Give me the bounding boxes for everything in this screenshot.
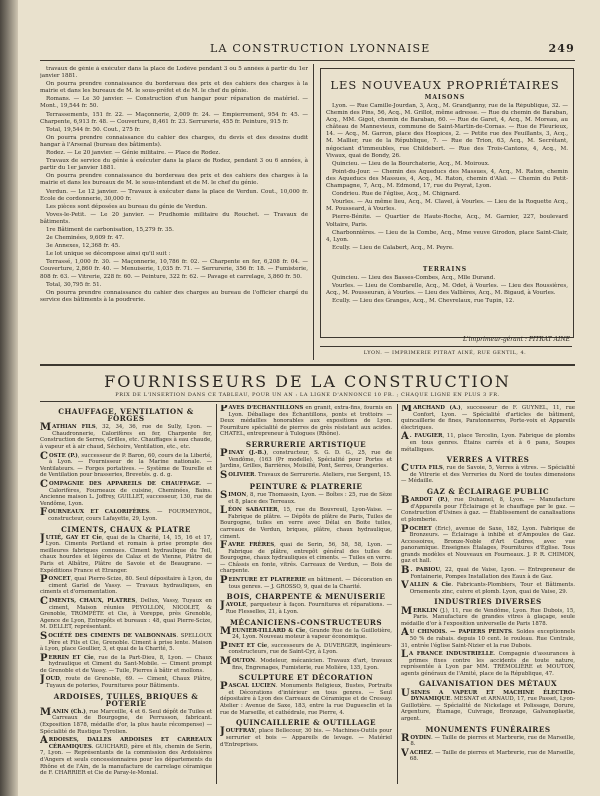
drop-cap: S [220,489,228,501]
tender-paragraph: 3e Annexes, 12,368 fr. 45. [46,243,121,250]
supplier-name: OUD [45,676,60,683]
suppliers-divider-1 [216,404,217,784]
supplier-description: en bâtiment. — Décoration en tous genres. — J. GROSSO, 9, quai de la Charité. [228,577,392,590]
drop-cap: P [220,681,228,693]
suppliers-pricing: PRIX DE L'INSERTION DANS CE TABLEAU, POUR UN AN : LA LIGNE D'ANNONCE 10 FR. ; CHAQUE LIGNE EN PLUS 3 FR. [115,392,500,398]
supplier-entry [401,465,575,485]
drop-cap: M [40,706,52,718]
supplier-entry [401,687,575,723]
header-rule [40,60,575,61]
supplier-description: , rue Duhamel, 8, Lyon. — Manufacture d'Appareils pour l'Éclairage et le chauffage par le gaz. — Construction d'Usines à gaz. — Établissement de canalisations et plomberie. [401,497,575,523]
supplier-name: OYDIN [410,734,431,741]
supplier-name: OUFFRAY [225,728,256,735]
drop-cap: P [401,523,409,535]
supplier-entry [401,405,575,431]
tenders-column [40,66,308,362]
drop-cap: M [401,405,413,414]
supplier-description: , successeurs de A. DUVERGER, ingénieurs-constructeurs, rue de Saint-Cyr, à Lyon. [228,642,392,656]
supplier-category-heading: SCULPTURE ET DÉCORATION [238,673,374,683]
maison-entry: Pierre-Bénite. — Quartier de Haute-Roche, Acq., M. Garnier, 227, boulevard Voltaire, Paris. [326,214,568,228]
supplier-name: INET ET Cie [228,642,268,649]
supplier-description: , 11, place Tercelin, Lyon. Fabrique de plombs en tous genres. Étains carrés et à 6 pans, Soupes métalliques. [401,433,575,453]
supplier-description: , rue de la Part-Dieu, 8, Lyon. — Chaux hydraulique et Ciment du Sant-Mobile. — Ciment prompt de Grenoble et de Vassy. — Tuile, Pierres à bâtir et mollons. [40,654,212,674]
supplier-entry [220,469,392,481]
drop-cap: C [401,463,409,475]
supplier-category-heading: VERRES A VITRES [446,455,530,465]
drop-cap: M [220,625,232,637]
drop-cap: B [401,495,410,507]
drop-cap: C [40,478,48,490]
maison-entry: Quincieu. — Lieu de la Bourchaterie, Acq., M. Moiroux. [332,160,490,167]
tender-paragraph: On pourra prendre connaissance du bordereau des prix et des cahiers des charges à la mairie et dans les bureaux de M. le sous-préfet et de M. le chef du génie. [40,81,308,95]
supplier-name: INAY (J.-B.) [228,450,267,457]
tender-paragraph: Travaux de service du génie à exécuter dans la place de Rodez, pendant 3 ou 6 années, à partir du 1er janvier 1881. [40,158,308,172]
terrains-heading: TERRAINS [422,266,468,273]
drop-cap: R [401,732,410,744]
supplier-name: . FAUGIER [409,433,443,440]
supplier-entry [220,542,392,575]
supplier-category-heading: CIMENTS, CHAUX & PLATRE [61,524,191,534]
supplier-entry [220,658,392,671]
drop-cap: S [220,469,228,481]
supplier-category-heading: BOIS, CHARPENTE & MENUISERIE [226,592,386,602]
tender-paragraph: Total, 19,544 fr. 50. Cout., 275 fr. [46,126,141,133]
supplier-name: OURNEAUX ET CALORIFÈRES [48,509,150,516]
drop-cap: F [220,540,228,552]
supplier-description: , route de Grenoble, 69. — Ciment, Chaux Plâtre, Tuyaux de poteries, Fournitures pour Bâtiments. [45,676,212,690]
supplier-category-heading: MONUMENTS FUNÉRAIRES [425,724,551,734]
supplier-category-heading: MÉCANICIENS-CONSTRUCTEURS [229,617,383,627]
supplier-entry [401,523,575,566]
tender-paragraph: On pourra prendre connaissance du cahier des charges, du devis et des dessins dudit hangar à l'Arsenal (bureau des bâtiments). [40,134,308,148]
supplier-description: (Eric), avenue de Saxe, 182, Lyon. Fabrique de Bronzeurs. — Éclairage à inhibé et d'Ampoules de Gaz. Accessoires, Bronze-Noble d'Art Cadres, avec vue panoramique. Enseignes Étalages, Fournitures d'Église. Tous grands modèles et Nouveaux en Fourneaux. J. P. R. CHIMON, gaz et hall. [401,525,575,565]
supplier-category-heading: INDUSTRIES DIVERSES [434,597,542,607]
tender-paragraph: On pourra prendre connaissance du cahier des charges au bureau de l'officier chargé du service des bâtiments à la poudrerie. [40,289,308,303]
suppliers-rule [40,401,575,402]
supplier-description: (J.), 11, rue de Vendôme, Lyon. Rue Dubois, 15, Paris. Manufacture de grandes vitres à glaçage, seule médaille d'or à l'exposition universelle de Paris 1878. [401,607,575,627]
supplier-entry [220,728,392,748]
drop-cap: M [401,605,413,617]
supplier-name: A FRANCE INDUSTRIELLE [409,651,494,658]
supplier-name: EUNIER-TILLARD & Cie [232,627,306,634]
supplier-entry [40,737,212,777]
tender-paragraph: Terrassé, 1,000 fr. 30. — Maçonnerie, 10,786 fr. 02. — Charpente en fer, 6,208 fr. 04. — Couverture, 2,860 fr. 40. — Menuiserie, 1,035 fr. 71. — Serrurerie, 356 fr. 18. — Fumisterie, 808 fr. 63. — Vitrerie, 228 fr. 60. — Peinture, 322 fr. 62. — Pavage et carrelage, 3,860 fr. 50. [40,259,308,280]
supplier-description: , constructeur, S. G. D. G., 25, rue de Vendôme, (163 (Pr modelle). Spécialité pour Portes et Jardins, Grilles, Barrières, Moisillé, Pont, Serres, Orangeries. [220,450,392,470]
supplier-description: . Modeleur, mécanicien. Travaux d'art, travaux fins, Engrenages, Fumisterie, rue Molière, 135, Lyon. [232,658,392,671]
section-rule [40,364,575,366]
supplier-entry [40,478,212,507]
supplier-name: OSTE (P.) [48,452,78,459]
tender-paragraph: Voves-le-Petit. — Le 20 janvier. — Prudhomie militaire du Rouchet. — Travaux de bâtiments. [40,211,308,225]
supplier-entry [40,509,212,522]
drop-cap: C [40,595,48,607]
supplier-entry [401,732,575,748]
drop-cap: P [220,448,228,460]
supplier-name: SINES A VAPEUR ET MACHINE ÉLECTRO-DYNAMIQUE [410,689,575,703]
drop-cap: B [401,565,410,577]
supplier-entry [401,651,575,677]
tender-paragraph: On pourra prendre connaissance du bordereau des prix et des cahiers des charges à la mairie et dans les bureaux de M. le sous-intendant et de M. le chef du génie. [40,173,308,187]
drop-cap: P [40,652,48,664]
supplier-description: , Grande Rue de la Guillotière, 24, Lyon. Nouveau moteur à vapeur économique. [232,627,392,641]
supplier-description: , parqueteur à façon. Fournitures et réparations. — Rue Flesselles, 21, à Lyon. [225,602,392,615]
supplier-description: . GUICHARD, père et fils, chemin de Serin, 7, Lyon. — Représentants de la commission des Ardoisières d'Angers et seuls concessionnaires pour les départements du Rhône et de l'Ain, de la manufacture de carrelage céramique de F. CHARRIER et Cie de Paray-le-Monial. [40,743,212,777]
tender-paragraph: Total, 30,795 fr. 51. [46,281,102,288]
suppliers-column-1 [40,405,212,785]
imprint-line: LYON. — IMPRIMERIE PITRAT AINÉ, RUE GENTIL, 4. [363,350,527,356]
supplier-name: . PABIOU [410,567,441,574]
supplier-name: ERRIN ET Cie [48,654,94,661]
maisons-list [326,103,568,265]
drop-cap: A [401,431,409,443]
supplier-name: RDOISES, DALLES ARDOISES ET CARREAUX CÉRAMIQUES [48,737,212,750]
supplier-name: OUTON [232,658,256,664]
supplier-name: ATHIAN FILS [52,424,96,431]
drop-cap: J [220,726,225,738]
supplier-name: UTTA FILS [409,465,443,472]
supplier-entry [220,625,392,641]
suppliers-title: FOURNISSEURS DE LA CONSTRUCTION [104,372,511,391]
supplier-category-heading: SERRURERIE ARTISTIQUE [245,439,367,449]
supplier-description: . — Taille de pierres et Marbrerie, rue de Marseille, 8. [410,734,575,748]
supplier-name: UTIÉ, GAY ET Cie [45,534,102,541]
supplier-description: en granit, extra-fins, fournis en Lyon. Déballage des Échantillons, ponts et trottoirs — Deux médailles honorables aux expositions de Lyon. Fourniture spécialité de pierres de grès résistant aux acides. CHATEL, entrepreneur à Tulogues (Rhône). [220,405,392,438]
supplier-entry [220,577,392,590]
owners-title: LES NOUVEAUX PROPRIÉTAIRES [330,78,560,92]
column-divider [313,64,314,360]
supplier-entry [401,605,575,628]
drop-cap: J [40,674,45,686]
supplier-name: ACHEZ [409,749,432,756]
supplier-name: ARDOT (P.) [410,497,448,504]
supplier-entry [220,507,392,540]
supplier-name: EINTURE ET PLATRERIE [228,577,306,584]
supplier-name: ÉON SABATIER [228,507,278,514]
supplier-description: , place Bellecour, 30 bis. — Machines-Outils pour serrurier et bois — Appareils de levage. — Matériel d'Entreprises. [220,728,392,748]
supplier-name: ONCET [48,576,71,583]
drop-cap: P [40,574,48,586]
supplier-entry [40,532,212,575]
supplier-entry [40,576,212,596]
supplier-description: , quai de la Charité, 14, 15, 16 et 17, Lyon. Ciments Portland et romain à prise prompte des meilleures fabriques connues. Ciment hydraulique du Teil, chaux hourdes et légères de Calaz et de Vienne, Plâtre de Paris et Albâtre, Plâtre de Savoie et de Beaugrane. — Expéditions France et Etranger. [40,534,212,574]
suppliers-divider-2 [397,404,398,784]
maison-entry: Vourles. — Au même lieu, Acq., M. Clavel, à Vourles. — Lieu de la Roquette Acq., M. Pousseard, à Vourles. [326,199,568,213]
drop-cap: L [220,505,228,517]
terrain-entry: Quincieu. — Lieu des Basses-Combes, Acq., Mlle Durand. [332,275,496,281]
supplier-description: , quai Pierre-Scize, 80. Seul dépositaire à Lyon, du ciment Gariel de Vassy. — Travaux hydrauliques, en ciments et d'ornementation. [40,576,212,596]
maison-entry: Charbonnières. — Lieu de la Combe, Acq., Mme veuve Girodon, place Saint-Clair, 4, Lyon. [326,229,568,243]
drop-cap: P [220,575,228,587]
supplier-name: AYOLE [225,602,247,609]
supplier-name: AVRE FRÈRES [228,542,275,549]
tender-paragraph: 1re Bâtiment de carbonisation, 15,279 fr. 35. [46,226,174,233]
drop-cap: V [401,747,409,759]
drop-cap: C [40,450,48,462]
tender-paragraph: Romans. — Le 30 janvier. — Construction d'un hangar pour réparation de matériel. — Mont., 19,544 fr. 50. [40,96,308,110]
supplier-category-heading: ARDOISES, TUILES, BRIQUES & POTERIE [53,691,199,708]
supplier-entry [220,602,392,615]
supplier-name: ALLIN & Cie [409,582,452,589]
terrain-entry: Vourles. — Lieu de Combarelle, Acq., M. Odet, à Vourles. — Lieu des Roussières, Acq., M. Pousseuran, à Vourles. — Lieu des Vallières, Acq., M. Bigaud, à Vourles. [326,283,568,297]
supplier-description: . Fabricants-Plombiers, Tour et Bâtiments. Ornements zinc, cuivre et plomb. Lyon, quai de Vaise, 29. [409,582,575,595]
supplier-entry [220,489,392,505]
drop-cap: L [401,649,409,661]
supplier-entry [401,629,575,649]
supplier-category-heading: QUINCAILLERIE & OUTILLAGE [235,718,377,728]
supplier-entry [220,450,392,470]
supplier-description: . SPELLOUX Père et Fils et Cie, Grenoble. Ciment à prise lente. Maison à Lyon, place Goullier, 3, et quai de la Charité, 5. [40,632,212,653]
supplier-name: AVÉS D'ÉCHANTILLONS [228,405,304,411]
supplier-description: . Compagnie d'assurances à primes fixes contre les accidents de toute nature, représentée à Lyon par MM. TRÉMOLIÈRE et MOUTON, agents généraux de l'Amité, place de la République, 47. [401,651,575,677]
drop-cap: M [220,656,232,667]
supplier-description: , successeur de P. Baron, 60, cours de la Liberté, à Lyon. — Fournisseur de la Marine nationale. — Ventilateurs. — Forges portatives. — Système de Tourelle et de Ventilation pour brasseries, Brevetés. g. d. g. [40,452,212,479]
supplier-name: OMPAGNIE DES APPAREILS DE CHAUFFAGE [48,480,200,487]
supplier-entry [40,630,212,653]
tender-paragraph: 2e Cheminées, 9,609 fr. 47. [46,235,124,242]
supplier-description: . — Taille de pierres et Marbrerie, rue de Marseille, 68. [409,749,575,763]
supplier-name: U CHINOIS. — PAPIERS PEINTS [409,629,512,636]
suppliers-column-2 [220,405,392,785]
drop-cap: A [401,627,409,639]
supplier-entry [401,582,575,595]
drop-cap: P [220,640,228,652]
page-header [40,42,575,58]
supplier-name: OCIÉTÉ DES CIMENTS DE VALBONNAIS [48,632,177,639]
drop-cap: P [220,405,228,414]
supplier-description: , successeur de F. GUYNEL, 11, rue Confort, Lyon. — Spécialité d'articles de bâtiment, quincaillerie de fines, Paratonnerres, Porte-voix et Appareils électriques. [401,405,575,431]
supplier-description: , 32, 34, 36, rue de Sully, Lyon. — Chaudronnerie, Calorifères en fer, Charpente fer, Construction de Serres, Grilles, etc. Chauffages à eau chaude, à vapeur et à air chaud, Séchoirs, Ventilation, etc., etc. [40,424,212,450]
suppliers-column-3 [401,405,575,785]
supplier-name: IMENTS, CHAUX, PLATRES [48,597,136,604]
drop-cap: J [220,600,225,612]
supplier-entry [40,595,212,631]
supplier-name: OCHET [409,525,432,532]
maison-entry: Point-du-Jour. — Chemin des Aqueducs des Massues, 4, Acq., M. Raton, chemin des Aqueducs des Massues, 4, Acq., M. Raton, chemin d'Alaï. — Chemin du Petit-Champagne, 7, Acq., M. Edmond, 17, rue du Peyrat, Lyon. [326,168,568,190]
imprint-rule [320,346,572,347]
supplier-description: . — Calorifères, Fourneaux de cuisine, Cheminées, Bains. Ancienne maison L. Joffrey, GUILLET, successeur, 130, rue de Vendôme, Lyon. [40,480,212,507]
drop-cap: A [40,735,48,747]
drop-cap: M [40,422,52,434]
supplier-entry [40,652,212,675]
supplier-category-heading: GALVANISATION DES MÉTAUX [418,679,558,689]
maison-entry: Condrieu. Rue de l'église, Acq., M. Chignard. [332,191,461,198]
supplier-description: , quai de Serin, 56, 58, 58, Lyon. — Fabrique de plâtre, entrepôt général des tuiles de Bourgogne, chaux hydrauliques et ciments. — Tuiles en verre. — Châssis en fonte, vitrés. Carreaux de Verdun, — Bois de charpente. [220,542,392,575]
supplier-entry [40,424,212,450]
supplier-description: , rue Marceille, 4 et 6. Seul dépôt de Tuiles et Carreaux de Bourgogne, de Perrusson, fabricant. (Exposition 1878, médaille d'or, la plus haute récompense) — Spécialité de Rustique Tyrolien. [40,708,212,735]
supplier-entry [220,405,392,438]
supplier-description: . Travaux de Serrurerie. Ateliers, rue Sergent, 15. [254,471,392,478]
supplier-category-heading: PEINTURE & PLATRERIE [249,481,363,491]
supplier-name: IMON [228,491,247,498]
terrains-list [326,275,568,333]
printer-manager: L'imprimeur-gérant : PITRAT AINE [463,336,570,343]
supplier-description: , Dellux, Vassy, Tuyaux en ciment, Maison réunies PEYOLLON, NICOLET, & Grenoble, TROMPÈTE et Cie, à Voreppe, près Grenoble, Agence de Lyon, Entrepôts et bureaux : 48, quai Pierre-Scize, M. DELLET, représentant. [40,597,212,631]
drop-cap: S [40,630,48,642]
supplier-entry [40,450,212,479]
drop-cap: F [40,507,48,519]
supplier-description: . Monuments Religieux, Bustes, Portraits et Décorations d'intérieur en tous genres. — Seul dépositaire à Lyon des Carreaux de Céramique et de Cressay. Atelier : Avenue de Saxe, 183, entre la rue Duguesclin et la rue de Marseille, et cathédrale, rue Pierre, 4. [220,683,392,716]
supplier-category-heading: CHAUFFAGE, VENTILATION & FORGES [58,407,194,424]
supplier-name: ARCHAND (A.) [413,405,461,411]
book-gutter [0,0,18,796]
supplier-entry [220,640,392,656]
drop-cap: U [401,687,410,699]
maison-entry: Ecully. — Lieu de Calabert, Acq., M. Peyre. [332,244,454,251]
tender-paragraph: Verdun. — Le 12 janvier. — Travaux à exécuter dans la place de Verdun. Cout., 10,000 fr. Ecole de cordonnerie, 30,000 fr. [40,188,308,202]
tender-paragraph: Terrassements, 151 fr. 22. — Maçonnerie, 2,009 fr. 24. — Empierrement, 954 fr. 45. — Charpente, 6,913 fr. 48. — Couverture, 8,461 fr. 23. Serrurerie, 455 fr. Peinture, 915 fr. [40,111,308,125]
maison-entry: Lyon. — Rue Camille-Jourdan, 3, Acq., M. Grandjanny, rue de la République, 32. — Chemin des Pins, 56, Acq., M. Grillot, même adresse. — Rue du chemin de Baraban, Acq., MM. Gigot, chemin de Baraban, 60. — Rue de Garet, 4, Acq., M. Moreau, au château de Mannevieux, commune de Saint-Martin-de-Cornas. — Rue de Fleurieux, 14. — Acq., M. Garron, place des Hospices, 2. — Petite rue des Feuillants, 3, Acq., M. Mallier, rue de la République, 7. — Rue de Trion, 63, Acq., M. Secrétant, négociant d'immeubles, rue Childebert. — Rue des Trois-Cantons, 4, Acq., M. Vivaux, quai de Bondy, 26. [326,103,568,159]
supplier-entry [401,567,575,580]
drop-cap: J [40,532,45,544]
supplier-description: . — FOURMEYROL, constructeur, cours Lafayette, 29, Lyon. [48,509,212,522]
journal-title: LA CONSTRUCTION LYONNAISE [210,42,431,55]
supplier-description: , 8, rue Thomassin, Lyon. — Boîtes : 25, rue de Sèze et 8, place des Terreaux. [228,491,392,505]
supplier-description: , 22, quai de Vaise, Lyon. — Entrepreneur de Fontainerie, Pompes Installation des Eaux à de Gaz. [410,567,575,580]
tender-paragraph: Les pièces sont déposées au bureau du génie de Verdun. [46,203,207,210]
tender-paragraph: travaux de génie à exécuter dans la place de Lodève pendant 3 ou 5 années à partir du 1er janvier 1881. [40,66,308,80]
supplier-category-heading: GAZ & ÉCLAIRAGE PUBLIC [426,487,550,497]
drop-cap: V [401,580,409,592]
supplier-entry [40,676,212,689]
supplier-entry [40,706,212,735]
maisons-heading: MAISONS [424,94,466,101]
supplier-description: , rue de Savoie, 5, Verres à vitres. — Spécialité de Vitrerie et des Verreries du Nord de toutes dimensions — Médaille. [401,465,575,485]
supplier-entry [220,683,392,716]
supplier-name: ANIN (Ch.) [52,708,86,715]
supplier-name: OLIVIER [228,471,255,478]
tender-paragraph: Le lot unique se décompose ainsi qu'il suit : [46,251,171,258]
supplier-entry [401,433,575,453]
supplier-description: , 15, rue du Bouvreuil, Lyon-Vaise. — Fabrique de plâtre. — Dépôts de plâtre de Paris, Tuiles de Bourgogne, tuiles en verre avec Délai en Boite tuiles, carreaux de Verdun, briques, plâtre, chaux hydraulique, ciment. [220,507,392,540]
supplier-description: . MESNAT et ARNAUD, 17, rue Passet, Lyon-Guillotière. — Spécialité de Nickelage et Polissage, Dorure, Argenture, Étamage, Cuivrage, Bronzage, Galvanoplastie, argent. [401,696,575,722]
tender-paragraph: Rodez. — Le 20 janvier. — Génie militaire. — Place de Rodez. [46,150,221,157]
supplier-description: . Soldes exceptionnels 50 % de rabais. depuis 10 cent. le rouleau. Rue Centrale, 31, entrée l'église Saint-Nizier et la rue Dubois. [401,629,575,649]
supplier-name: ASCAL LUCIEN [228,683,276,690]
terrain-entry: Ecully. — Lieu des Granges, Acq., M. Chevrelaux, rue Tupin, 12. [332,298,515,305]
page-number: 249 [548,42,575,55]
supplier-entry [401,747,575,763]
supplier-entry [401,497,575,523]
supplier-name: ERKLIN [413,607,438,614]
